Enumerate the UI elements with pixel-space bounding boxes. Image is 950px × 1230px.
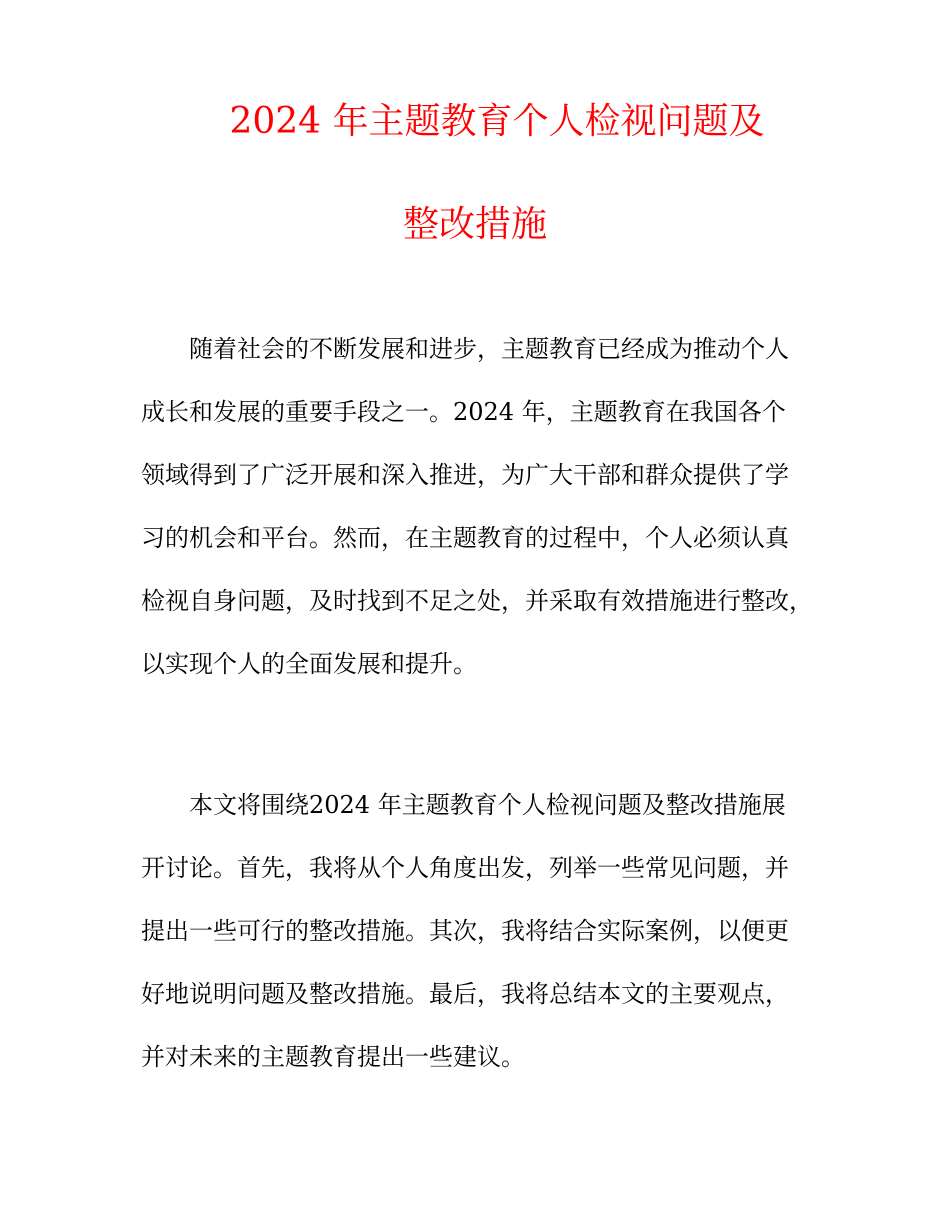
paragraph-1-line: 领域得到了广泛开展和深入推进，为广大干部和群众提供了学 xyxy=(141,461,789,489)
paragraph-2-line: 并对未来的主题教育提出一些建议。 xyxy=(141,1043,525,1071)
document-title-line-2: 整改措施 xyxy=(402,204,547,245)
paragraph-1-line: 习的机会和平台。然而，在主题教育的过程中，个人必须认真 xyxy=(141,524,789,552)
paragraph-2-line: 提出一些可行的整改措施。其次，我将结合实际案例，以便更 xyxy=(141,917,789,945)
document-title-line-1: 2024 年主题教育个人检视问题及 xyxy=(229,101,765,142)
paragraph-2-line: 开讨论。首先，我将从个人角度出发，列举一些常见问题，并 xyxy=(141,854,789,882)
paragraph-1-line: 以实现个人的全面发展和提升。 xyxy=(141,650,477,678)
paragraph-1-line: 检视自身问题，及时找到不足之处，并采取有效措施进行整改， xyxy=(141,587,813,615)
paragraph-1-line: 随着社会的不断发展和进步，主题教育已经成为推动个人 xyxy=(189,335,789,363)
paragraph-1-line: 成长和发展的重要手段之一。2024 年，主题教育在我国各个 xyxy=(141,398,786,426)
paragraph-2-line: 本文将围绕2024 年主题教育个人检视问题及整改措施展 xyxy=(189,791,786,819)
paragraph-2-line: 好地说明问题及整改措施。最后，我将总结本文的主要观点， xyxy=(141,980,789,1008)
